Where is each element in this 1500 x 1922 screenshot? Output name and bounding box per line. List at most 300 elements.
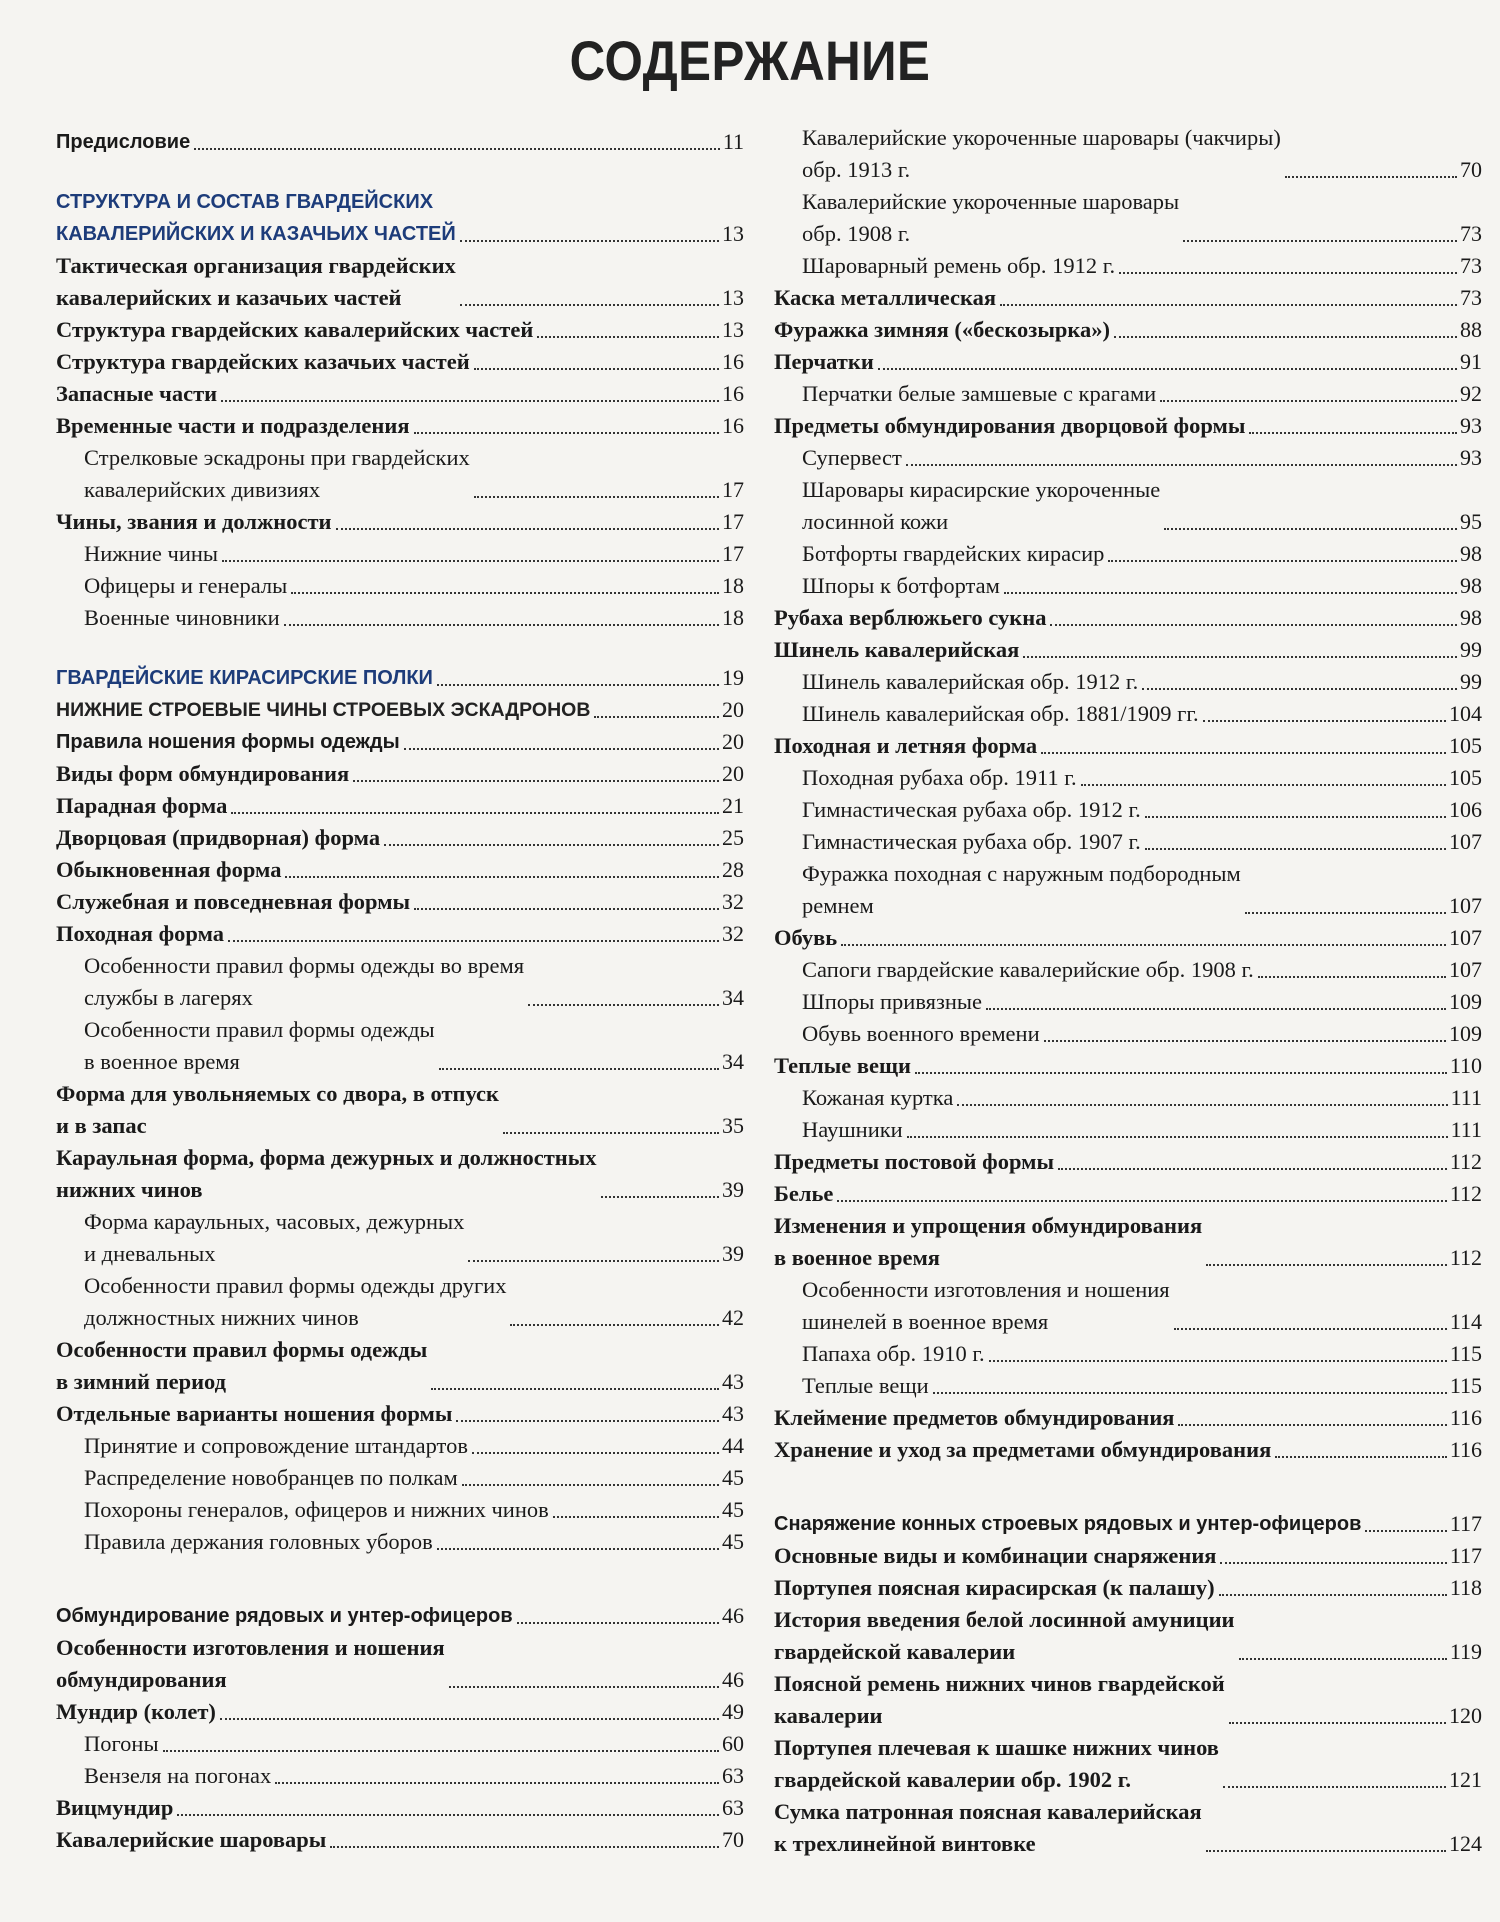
toc-entry[interactable] <box>774 1178 1482 1210</box>
toc-entry[interactable] <box>774 634 1482 666</box>
toc-entry[interactable] <box>774 922 1482 954</box>
toc-entry-title: Шаровары кирасирские укороченные лосинной кожи <box>802 477 1161 534</box>
toc-entry-page: 49 <box>722 1699 744 1724</box>
dot-leader <box>222 560 719 562</box>
toc-entry[interactable] <box>774 1114 1482 1146</box>
dot-leader <box>1142 688 1457 690</box>
toc-entry-title: Перчатки <box>774 349 874 374</box>
toc-entry-title: Рубаха верблюжьего сукна <box>774 605 1047 630</box>
toc-entry[interactable] <box>774 1572 1482 1604</box>
toc-entry-title: Структура гвардейских казачьих частей <box>56 349 470 374</box>
toc-entry-title: Кожаная куртка <box>802 1085 954 1110</box>
toc-entry[interactable] <box>56 950 744 1014</box>
toc-entry-page: 45 <box>722 1465 744 1490</box>
toc-entry-title: ГВАРДЕЙСКИЕ КИРАСИРСКИЕ ПОЛКИ <box>56 667 433 689</box>
dot-leader <box>915 1072 1447 1074</box>
dot-leader <box>841 944 1446 946</box>
toc-entry-page: 112 <box>1449 1149 1482 1174</box>
toc-entry-page: 99 <box>1460 637 1482 662</box>
toc-entry-title: Виды форм обмундирования <box>56 761 350 786</box>
toc-entry-title: Чины, звания и должности <box>56 509 332 534</box>
toc-entry[interactable] <box>56 886 744 918</box>
toc-entry-title: Белье <box>774 1181 834 1206</box>
toc-entry[interactable] <box>774 954 1482 986</box>
toc-entry-title: Предисловие <box>56 131 191 153</box>
toc-entry-page: 91 <box>1460 349 1482 374</box>
toc-entry-title: Сумка патронная поясная кавалерийская к трехлинейной винтовке <box>774 1799 1202 1856</box>
toc-entry[interactable] <box>774 1668 1482 1732</box>
toc-entry-title: Предметы обмундирования дворцовой формы <box>774 413 1246 438</box>
toc-entry-page: 107 <box>1449 957 1482 982</box>
toc-entry[interactable] <box>774 378 1482 410</box>
toc-entry-title: Кавалерийские укороченные шаровары (чакчиры) обр. 1913 г. <box>802 125 1281 182</box>
dot-leader <box>336 528 719 530</box>
toc-entry-title: Вензеля на погонах <box>84 1763 272 1788</box>
toc-entry-title: Клеймение предметов обмундирования <box>774 1405 1175 1430</box>
toc-entry-page: 73 <box>1460 285 1482 310</box>
toc-entry-title: Кавалерийские укороченные шаровары обр. 1908 г. <box>802 189 1180 246</box>
dot-leader <box>474 496 719 498</box>
dot-leader <box>194 148 720 150</box>
toc-entry[interactable] <box>774 474 1482 538</box>
toc-entry-title: Ботфорты гвардейских кирасир <box>802 541 1105 566</box>
dot-leader <box>537 336 719 338</box>
dot-leader <box>594 716 719 718</box>
toc-entry-page: 107 <box>1449 893 1482 918</box>
dot-leader <box>1285 176 1457 178</box>
toc-entry[interactable] <box>774 570 1482 602</box>
toc-entry-page: 28 <box>722 857 744 882</box>
toc-entry-title: Шпоры привязные <box>802 989 983 1014</box>
dot-leader <box>177 1814 719 1816</box>
toc-entry-page: 60 <box>722 1731 744 1756</box>
dot-leader <box>1081 784 1446 786</box>
dot-leader <box>1050 624 1457 626</box>
dot-leader <box>353 780 719 782</box>
toc-entry-page: 105 <box>1449 733 1482 758</box>
toc-entry[interactable] <box>56 1792 744 1824</box>
toc-entry-title: Теплые вещи <box>802 1373 929 1398</box>
dot-leader <box>384 844 719 846</box>
toc-entry-title: Походная и летняя форма <box>774 733 1038 758</box>
dot-leader <box>1041 752 1446 754</box>
toc-entry[interactable] <box>56 1494 744 1526</box>
toc-entry[interactable] <box>774 698 1482 730</box>
toc-entry-page: 95 <box>1460 509 1482 534</box>
toc-entry[interactable] <box>56 1334 744 1398</box>
dot-leader <box>228 940 719 942</box>
toc-entry-page: 35 <box>722 1113 744 1138</box>
toc-entry[interactable] <box>56 1462 744 1494</box>
dot-leader <box>221 400 719 402</box>
toc-entry[interactable] <box>56 726 744 758</box>
dot-leader <box>1275 1456 1447 1458</box>
toc-entry-title: Мундир (колет) <box>56 1699 216 1724</box>
toc-entry[interactable] <box>56 410 744 442</box>
toc-entry-page: 20 <box>722 697 744 722</box>
toc-entry-page: 73 <box>1460 221 1482 246</box>
toc-entry[interactable] <box>56 758 744 790</box>
dot-leader <box>1206 1850 1446 1852</box>
toc-entry-page: 20 <box>722 761 744 786</box>
toc-entry-title: Обувь <box>774 925 838 950</box>
dot-leader <box>462 1484 719 1486</box>
toc-entry[interactable] <box>56 570 744 602</box>
toc-entry-page: 111 <box>1450 1117 1482 1142</box>
toc-entry-page: 44 <box>722 1433 744 1458</box>
toc-entry[interactable] <box>774 1434 1482 1466</box>
toc-column-right <box>774 122 1482 1860</box>
toc-entry-page: 119 <box>1449 1639 1482 1664</box>
toc-entry[interactable] <box>774 346 1482 378</box>
toc-entry[interactable] <box>56 506 744 538</box>
toc-entry[interactable] <box>56 1206 744 1270</box>
toc-entry-title: Стрелковые эскадроны при гвардейских кавалерийских дивизиях <box>84 445 470 502</box>
toc-entry-title: Предметы постовой формы <box>774 1149 1055 1174</box>
toc-entry-page: 16 <box>722 381 744 406</box>
dot-leader <box>1220 1562 1446 1564</box>
toc-entry[interactable] <box>56 1398 744 1430</box>
toc-entry-title: Снаряжение конных строевых рядовых и унтер-офицеров <box>774 1513 1362 1535</box>
toc-entry-title: Дворцовая (придворная) форма <box>56 825 381 850</box>
toc-entry-title: Запасные части <box>56 381 218 406</box>
toc-entry[interactable] <box>56 854 744 886</box>
toc-entry[interactable] <box>774 794 1482 826</box>
toc-entry-page: 13 <box>722 221 744 246</box>
toc-entry-page: 63 <box>722 1763 744 1788</box>
dot-leader <box>1164 528 1457 530</box>
toc-entry[interactable] <box>774 730 1482 762</box>
toc-entry[interactable] <box>774 1604 1482 1668</box>
dot-leader <box>1229 1722 1446 1724</box>
toc-entry-title: Шароварный ремень обр. 1912 г. <box>802 253 1116 278</box>
dot-leader <box>275 1782 719 1784</box>
toc-entry-page: 93 <box>1460 413 1482 438</box>
dot-leader <box>510 1324 719 1326</box>
toc-entry-page: 45 <box>722 1497 744 1522</box>
dot-leader <box>231 812 719 814</box>
toc-entry-title: СТРУКТУРА И СОСТАВ ГВАРДЕЙСКИХ КАВАЛЕРИЙСКИХ И КАЗАЧЬИХ ЧАСТЕЙ <box>56 191 456 245</box>
toc-entry-title: Теплые вещи <box>774 1053 911 1078</box>
dot-leader <box>1203 720 1446 722</box>
dot-leader <box>1023 656 1457 658</box>
toc-entry[interactable] <box>56 1142 744 1206</box>
dot-leader <box>414 908 719 910</box>
toc-entry-page: 17 <box>722 509 744 534</box>
dot-leader <box>449 1686 719 1688</box>
toc-entry-page: 21 <box>722 793 744 818</box>
dot-leader <box>460 304 719 306</box>
toc-entry[interactable] <box>774 666 1482 698</box>
toc-column-left <box>56 126 744 1856</box>
toc-entry-title: Форма для увольняемых со двора, в отпуск и в запас <box>56 1081 499 1138</box>
toc-entry-page: 34 <box>722 1049 744 1074</box>
dot-leader <box>1119 272 1457 274</box>
toc-entry-page: 18 <box>722 605 744 630</box>
toc-entry[interactable] <box>774 1796 1482 1860</box>
dot-leader <box>1004 592 1457 594</box>
toc-entry[interactable] <box>56 602 744 634</box>
toc-entry-page: 16 <box>722 413 744 438</box>
toc-entry[interactable] <box>56 1728 744 1760</box>
toc-entry[interactable] <box>56 822 744 854</box>
dot-leader <box>285 876 719 878</box>
toc-entry-page: 13 <box>722 285 744 310</box>
toc-entry-page: 39 <box>722 1177 744 1202</box>
toc-entry[interactable] <box>774 1370 1482 1402</box>
toc-entry-title: Хранение и уход за предметами обмундирования <box>774 1437 1272 1462</box>
toc-entry[interactable] <box>56 1078 744 1142</box>
dot-leader <box>1183 240 1457 242</box>
toc-entry-title: Караульная форма, форма дежурных и должностных нижних чинов <box>56 1145 597 1202</box>
toc-entry-title: Погоны <box>84 1731 159 1756</box>
toc-entry-page: 25 <box>722 825 744 850</box>
toc-entry-title: Временные части и подразделения <box>56 413 410 438</box>
dot-leader <box>330 1846 719 1848</box>
dot-leader <box>456 1420 719 1422</box>
dot-leader <box>517 1622 719 1624</box>
toc-entry[interactable] <box>774 986 1482 1018</box>
toc-entry[interactable] <box>56 314 744 346</box>
toc-entry[interactable] <box>56 1600 744 1632</box>
dot-leader <box>437 1548 719 1550</box>
toc-entry-page: 17 <box>722 477 744 502</box>
toc-entry-page: 112 <box>1449 1245 1482 1270</box>
toc-entry[interactable] <box>774 826 1482 858</box>
toc-entry-page: 92 <box>1460 381 1482 406</box>
dot-leader <box>503 1132 719 1134</box>
toc-entry-title: Особенности правил формы одежды во время службы в лагерях <box>84 953 525 1010</box>
toc-entry-title: Особенности правил формы одежды в военное время <box>84 1017 435 1074</box>
toc-entry-title: Обмундирование рядовых и унтер-офицеров <box>56 1605 513 1627</box>
toc-entry[interactable] <box>774 1274 1482 1338</box>
toc-entry-title: Отдельные варианты ношения формы <box>56 1401 453 1426</box>
toc-entry-title: Шпоры к ботфортам <box>802 573 1000 598</box>
toc-entry-page: 116 <box>1449 1405 1482 1430</box>
toc-entry-page: 121 <box>1449 1767 1482 1792</box>
dot-leader <box>1108 560 1457 562</box>
toc-entry-page: 109 <box>1449 989 1482 1014</box>
dot-leader <box>472 1452 719 1454</box>
toc-entry-page: 106 <box>1449 797 1482 822</box>
toc-entry-page: 124 <box>1449 1831 1482 1856</box>
toc-entry-title: Супервест <box>802 445 902 470</box>
toc-entry-page: 107 <box>1449 829 1482 854</box>
toc-entry-page: 20 <box>722 729 744 754</box>
toc-entry[interactable] <box>56 1696 744 1728</box>
toc-entry-page: 18 <box>722 573 744 598</box>
dot-leader <box>284 624 719 626</box>
toc-entry[interactable] <box>774 314 1482 346</box>
toc-entry-page: 32 <box>722 921 744 946</box>
toc-entry[interactable] <box>774 1732 1482 1796</box>
toc-entry-page: 98 <box>1460 573 1482 598</box>
dot-leader <box>906 464 1457 466</box>
toc-entry[interactable] <box>56 346 744 378</box>
toc-entry-page: 46 <box>722 1603 744 1628</box>
dot-leader <box>1223 1786 1446 1788</box>
toc-entry-page: 16 <box>722 349 744 374</box>
dot-leader <box>1114 336 1457 338</box>
toc-entry[interactable] <box>56 186 744 250</box>
toc-entry[interactable] <box>56 1632 744 1696</box>
toc-entry-title: Обувь военного времени <box>802 1021 1040 1046</box>
toc-entry[interactable] <box>56 1824 744 1856</box>
toc-entry-page: 43 <box>722 1401 744 1426</box>
dot-leader <box>1258 976 1446 978</box>
toc-entry-title: Каска металлическая <box>774 285 997 310</box>
dot-leader <box>1206 1264 1447 1266</box>
toc-entry-page: 99 <box>1460 669 1482 694</box>
toc-entry[interactable] <box>774 1146 1482 1178</box>
toc-entry[interactable] <box>56 790 744 822</box>
toc-entry-title: Парадная форма <box>56 793 228 818</box>
toc-entry-title: Служебная и повседневная формы <box>56 889 411 914</box>
dot-leader <box>404 748 719 750</box>
toc-entry-title: Поясной ремень нижних чинов гвардейской кавалерии <box>774 1671 1225 1728</box>
toc-entry[interactable] <box>56 1014 744 1078</box>
toc-entry-title: История введения белой лосинной амуниции гвардейской кавалерии <box>774 1607 1235 1664</box>
toc-entry[interactable] <box>56 1760 744 1792</box>
toc-entry-page: 73 <box>1460 253 1482 278</box>
dot-leader <box>986 1008 1446 1010</box>
toc-entry-title: Форма караульных, часовых, дежурных и дневальных <box>84 1209 465 1266</box>
toc-entry-title: Особенности правил формы одежды других должностных нижних чинов <box>84 1273 507 1330</box>
toc-entry-title: Распределение новобранцев по полкам <box>84 1465 458 1490</box>
toc-entry[interactable] <box>56 538 744 570</box>
toc-entry-title: Тактическая организация гвардейских кавалерийских и казачьих частей <box>56 253 456 310</box>
toc-entry[interactable] <box>56 126 744 158</box>
toc-entry[interactable] <box>774 410 1482 442</box>
toc-entry-page: 107 <box>1449 925 1482 950</box>
toc-entry-page: 112 <box>1449 1181 1482 1206</box>
toc-entry-page: 117 <box>1449 1511 1482 1536</box>
toc-entry[interactable] <box>774 762 1482 794</box>
toc-entry-title: Основные виды и комбинации снаряжения <box>774 1543 1217 1568</box>
toc-entry-title: Военные чиновники <box>84 605 280 630</box>
toc-entry-page: 70 <box>1460 157 1482 182</box>
toc-entry[interactable] <box>774 602 1482 634</box>
toc-entry-page: 39 <box>722 1241 744 1266</box>
toc-entry-page: 11 <box>722 129 744 154</box>
toc-entry-title: Перчатки белые замшевые с крагами <box>802 381 1157 406</box>
toc-entry-title: Портупея поясная кирасирская (к палашу) <box>774 1575 1215 1600</box>
dot-leader <box>933 1392 1447 1394</box>
toc-entry-page: 46 <box>722 1667 744 1692</box>
toc-entry-title: Наушники <box>802 1117 903 1142</box>
dot-leader <box>1145 816 1446 818</box>
toc-entry[interactable] <box>774 1050 1482 1082</box>
toc-entry[interactable] <box>774 1338 1482 1370</box>
toc-entry-title: Особенности изготовления и ношения обмундирования <box>56 1635 445 1692</box>
toc-entry-title: Шинель кавалерийская <box>774 637 1020 662</box>
toc-entry-title: Шинель кавалерийская обр. 1912 г. <box>802 669 1139 694</box>
dot-leader <box>601 1196 719 1198</box>
toc-entry-title: Принятие и сопровождение штандартов <box>84 1433 468 1458</box>
toc-entry-title: Обыкновенная форма <box>56 857 282 882</box>
dot-leader <box>431 1388 719 1390</box>
toc-entry[interactable] <box>56 1526 744 1558</box>
toc-entry-page: 115 <box>1449 1341 1482 1366</box>
toc-entry[interactable] <box>774 1210 1482 1274</box>
dot-leader <box>1000 304 1457 306</box>
dot-leader <box>439 1068 719 1070</box>
dot-leader <box>1058 1168 1447 1170</box>
dot-leader <box>553 1516 719 1518</box>
dot-leader <box>1219 1594 1447 1596</box>
dot-leader <box>437 684 719 686</box>
toc-entry-title: Шинель кавалерийская обр. 1881/1909 гг. <box>802 701 1199 726</box>
toc-entry[interactable] <box>56 662 744 694</box>
toc-entry-title: Папаха обр. 1910 г. <box>802 1341 985 1366</box>
toc-entry-title: Правила ношения формы одежды <box>56 731 400 753</box>
toc-entry-page: 98 <box>1460 541 1482 566</box>
toc-entry[interactable] <box>56 1430 744 1462</box>
toc-entry-page: 17 <box>722 541 744 566</box>
toc-entry-page: 70 <box>722 1827 744 1852</box>
toc-entry[interactable] <box>774 538 1482 570</box>
toc-entry-title: Особенности правил формы одежды в зимний период <box>56 1337 428 1394</box>
toc-entry[interactable] <box>774 186 1482 250</box>
dot-leader <box>460 240 719 242</box>
toc-entry-page: 104 <box>1449 701 1482 726</box>
toc-entry-title: Портупея плечевая к шашке нижних чинов гвардейской кавалерии обр. 1902 г. <box>774 1735 1219 1792</box>
toc-entry[interactable] <box>774 282 1482 314</box>
toc-entry[interactable] <box>56 378 744 410</box>
toc-entry-title: Изменения и упрощения обмундирования в военное время <box>774 1213 1203 1270</box>
page-title: СОДЕРЖАНИЕ <box>569 29 931 92</box>
dot-leader <box>1044 1040 1446 1042</box>
toc-entry-page: 109 <box>1449 1021 1482 1046</box>
toc-entry[interactable] <box>774 1402 1482 1434</box>
dot-leader <box>957 1104 1447 1106</box>
toc-entry[interactable] <box>774 1082 1482 1114</box>
toc-entry-page: 93 <box>1460 445 1482 470</box>
toc-entry-page: 111 <box>1450 1085 1482 1110</box>
toc-entry-page: 32 <box>722 889 744 914</box>
toc-entry-title: НИЖНИЕ СТРОЕВЫЕ ЧИНЫ СТРОЕВЫХ ЭСКАДРОНОВ <box>56 699 591 721</box>
dot-leader <box>1178 1424 1446 1426</box>
toc-entry[interactable] <box>56 694 744 726</box>
dot-leader <box>528 1004 719 1006</box>
toc-entry-page: 42 <box>722 1305 744 1330</box>
toc-entry-page: 45 <box>722 1529 744 1554</box>
toc-entry-page: 34 <box>722 985 744 1010</box>
dot-leader <box>1239 1658 1447 1660</box>
toc-entry[interactable] <box>56 442 744 506</box>
toc-entry-page: 115 <box>1449 1373 1482 1398</box>
toc-entry[interactable] <box>56 250 744 314</box>
toc-entry-title: Походная форма <box>56 921 224 946</box>
toc-entry[interactable] <box>774 122 1482 186</box>
toc-entry[interactable] <box>774 1018 1482 1050</box>
toc-entry-title: Особенности изготовления и ношения шинелей в военное время <box>802 1277 1170 1334</box>
toc-entry[interactable] <box>774 1540 1482 1572</box>
toc-entry[interactable] <box>56 918 744 950</box>
toc-entry-title: Сапоги гвардейские кавалерийские обр. 1908 г. <box>802 957 1254 982</box>
toc-entry-title: Фуражка зимняя («бескозырка») <box>774 317 1111 342</box>
toc-entry[interactable] <box>774 1508 1482 1540</box>
dot-leader <box>1174 1328 1447 1330</box>
toc-entry[interactable] <box>56 1270 744 1334</box>
toc-entry-title: Фуражка походная с наружным подбородным ремнем <box>802 861 1241 918</box>
toc-entry[interactable] <box>774 442 1482 474</box>
toc-entry-title: Гимнастическая рубаха обр. 1912 г. <box>802 797 1141 822</box>
toc-entry[interactable] <box>774 858 1482 922</box>
toc-entry-page: 88 <box>1460 317 1482 342</box>
dot-leader <box>468 1260 719 1262</box>
toc-entry[interactable] <box>774 250 1482 282</box>
